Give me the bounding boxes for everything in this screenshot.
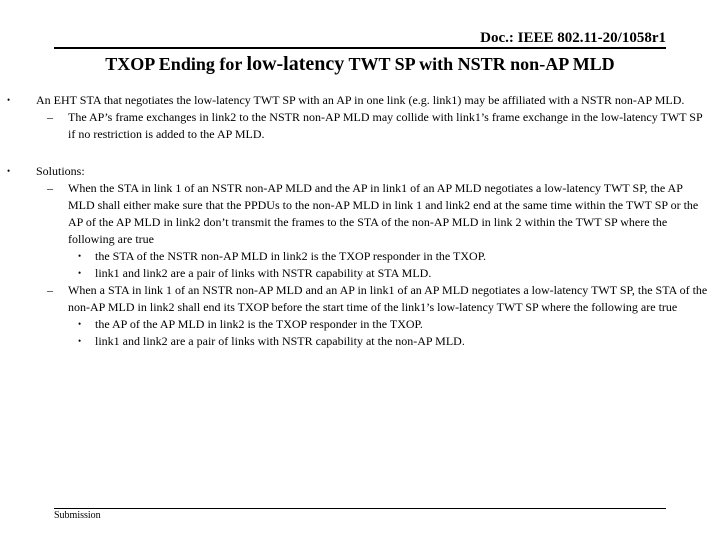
title-part-3: TWT SP with NSTR non-AP MLD	[344, 54, 615, 74]
bullet-dot-icon: •	[7, 95, 11, 105]
bullet-level2	[0, 109, 720, 143]
dash-bullet-icon: –	[47, 283, 53, 297]
bullet-text: Solutions:	[36, 164, 85, 178]
footer-submission: Submission	[54, 510, 101, 521]
bullet-text: An EHT STA that negotiates the low-latency TWT SP with an AP in one link (e.g. link1) may be affiliated with a NSTR non-AP MLD.	[36, 93, 685, 107]
bullet-level2	[0, 282, 720, 316]
bullet-text: When a STA in link 1 of an NSTR non-AP MLD and an AP in link1 of an AP MLD negotiates a low-latency TWT SP, the STA of the non-AP MLD in link2 shall end its TXOP before the start time of the link1’s low-latency TWT SP where the following are true	[68, 283, 708, 314]
bullet-level3	[0, 248, 720, 265]
title-part-1: TXOP Ending for	[105, 54, 247, 74]
bullet-level1	[0, 92, 720, 109]
dash-bullet-icon: –	[47, 110, 53, 124]
bullet-text: The AP’s frame exchanges in link2 to the NSTR non-AP MLD may collide with link1’s frame exchange in the low-latency TWT SP if no restriction is added to the AP MLD.	[68, 110, 703, 141]
bullet-level3	[0, 333, 720, 350]
header-divider	[54, 47, 666, 49]
bullet-text: link1 and link2 are a pair of links with NSTR capability at the non-AP MLD.	[95, 334, 465, 348]
bullet-dot-icon: •	[78, 336, 82, 346]
footer-divider	[54, 508, 666, 509]
bullet-dot-icon: •	[78, 319, 82, 329]
bullet-level2	[0, 180, 720, 248]
bullet-level3	[0, 316, 720, 333]
bullet-dot-icon: •	[78, 251, 82, 261]
bullet-text: When the STA in link 1 of an NSTR non-AP MLD and the AP in link1 of an AP MLD negotiates a low-latency TWT SP, the AP MLD shall either make sure that the PPDUs to the non-AP MLD in link 1 and link2 end at the same time within the TWT SP or the AP of the AP MLD in link2 don’t transmit the frames to the STA of the non-AP MLD in link 2 within the TWT SP where the following are true	[68, 181, 699, 246]
bullet-dot-icon: •	[7, 166, 11, 176]
document-id: Doc.: IEEE 802.11-20/1058r1	[480, 30, 666, 46]
dash-bullet-icon: –	[47, 181, 53, 195]
slide-title	[0, 53, 720, 76]
bullet-text: the AP of the AP MLD in link2 is the TXOP responder in the TXOP.	[95, 317, 423, 331]
title-part-2: low-latency	[246, 53, 345, 75]
bullet-level1	[0, 163, 720, 180]
bullet-dot-icon: •	[78, 268, 82, 278]
bullet-text: the STA of the NSTR non-AP MLD in link2 is the TXOP responder in the TXOP.	[95, 249, 487, 263]
bullet-text: link1 and link2 are a pair of links with NSTR capability at STA MLD.	[95, 266, 432, 280]
bullet-level3	[0, 265, 720, 282]
slide-content	[0, 92, 720, 350]
